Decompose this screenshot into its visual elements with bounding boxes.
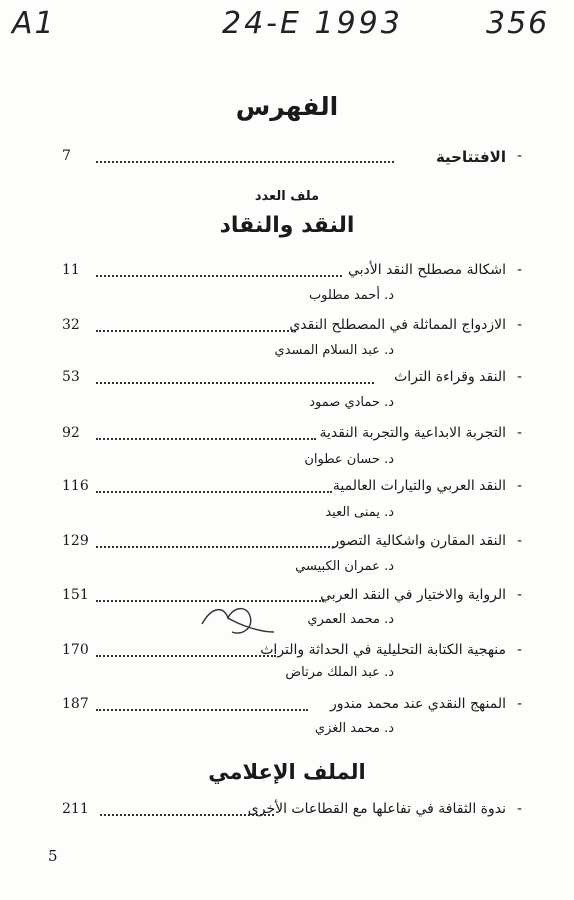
toc-entry-author-row bbox=[0, 612, 574, 632]
toc-entry-page: 92 bbox=[62, 425, 80, 441]
bullet-dash: - bbox=[516, 262, 522, 278]
toc-entry-page: 11 bbox=[62, 262, 80, 278]
toc-entry bbox=[0, 317, 574, 337]
toc-entry-author-row bbox=[0, 343, 574, 363]
leader-dots bbox=[96, 275, 342, 277]
toc-entry-title: النقد المقارن واشكالية التصور bbox=[332, 533, 506, 549]
toc-entry-author: د. محمد العمري bbox=[307, 612, 394, 627]
toc-entry-title: منهجية الكتابة التحليلية في الحداثة والتراث bbox=[260, 642, 506, 658]
section-subtitle: ملف العدد bbox=[254, 189, 320, 204]
toc-entry-page: 211 bbox=[62, 801, 89, 817]
bullet-dash: - bbox=[516, 642, 522, 658]
toc-entry bbox=[0, 801, 574, 821]
toc-entry-title: الرواية والاختيار في النقد العربي bbox=[320, 587, 506, 603]
bullet-dash: - bbox=[516, 587, 522, 603]
handwritten-reference: A1 bbox=[12, 6, 56, 41]
toc-entry-author: د. عمران الكبيسي bbox=[295, 559, 394, 574]
pen-scribble-mark bbox=[198, 602, 278, 642]
leader-dots bbox=[100, 814, 274, 816]
toc-entry-author: د. يمنى العيد bbox=[325, 505, 394, 520]
toc-entry-title: الافتتاحية bbox=[435, 148, 506, 166]
toc-entry-page: 116 bbox=[62, 478, 89, 494]
bullet-dash: - bbox=[516, 533, 522, 549]
toc-entry-page: 129 bbox=[62, 533, 89, 549]
toc-entry bbox=[0, 369, 574, 389]
bullet-dash: - bbox=[516, 478, 522, 494]
toc-entry bbox=[0, 425, 574, 445]
toc-entry-title: التجربة الابداعية والتجربة النقدية bbox=[319, 425, 506, 441]
toc-entry-author: د. حسان عطوان bbox=[304, 452, 394, 467]
toc-entry-author-row bbox=[0, 452, 574, 472]
toc-entry-title: ندوة الثقافة في تفاعلها مع القطاعات الأخرى bbox=[247, 801, 506, 817]
toc-entry bbox=[0, 642, 574, 662]
toc-entry-page: 151 bbox=[62, 587, 89, 603]
toc-entry-author: د. محمد الغزي bbox=[314, 721, 394, 736]
leader-dots bbox=[96, 546, 334, 548]
toc-entry bbox=[0, 262, 574, 282]
page-number: 5 bbox=[48, 847, 58, 865]
toc-entry-author-row bbox=[0, 721, 574, 741]
section-title: النقد والنقاد bbox=[219, 213, 355, 238]
leader-dots bbox=[96, 161, 394, 163]
toc-entry-title: النقد وقراءة التراث bbox=[394, 369, 506, 385]
toc-entry-page: 7 bbox=[62, 148, 71, 164]
toc-entry-page: 187 bbox=[62, 696, 89, 712]
toc-entry-page: 53 bbox=[62, 369, 80, 385]
toc-entry bbox=[0, 696, 574, 716]
section2-title: الملف الإعلامي bbox=[208, 760, 366, 784]
bullet-dash: - bbox=[516, 425, 522, 441]
toc-entry-title: المنهج النقدي عند محمد مندور bbox=[329, 696, 506, 712]
toc-entry-page: 32 bbox=[62, 317, 80, 333]
toc-entry-author-row bbox=[0, 395, 574, 415]
bullet-dash: - bbox=[516, 801, 522, 817]
toc-entry-author-row bbox=[0, 505, 574, 525]
toc-entry-author: د. عبد السلام المسدي bbox=[274, 343, 394, 358]
toc-entry-author: د. عبد الملك مرتاض bbox=[285, 665, 394, 680]
leader-dots bbox=[96, 438, 316, 440]
toc-entry bbox=[0, 478, 574, 498]
toc-entry bbox=[0, 587, 574, 607]
toc-entry-author: د. حمادي صمود bbox=[309, 395, 394, 410]
bullet-dash: - bbox=[516, 369, 522, 385]
toc-entry bbox=[0, 533, 574, 553]
bullet-dash: - bbox=[516, 148, 522, 164]
toc-entry-title: اشكالة مصطلح النقد الأدبي bbox=[347, 262, 506, 278]
toc-entry-title: الازدواج المماثلة في المصطلح النقدي bbox=[289, 317, 506, 333]
toc-entry-author: د. أحمد مطلوب bbox=[308, 288, 394, 303]
handwritten-number: 356 bbox=[486, 6, 550, 41]
leader-dots bbox=[96, 655, 276, 657]
bullet-dash: - bbox=[516, 696, 522, 712]
bullet-dash: - bbox=[516, 317, 522, 333]
toc-entry-author-row bbox=[0, 665, 574, 685]
leader-dots bbox=[96, 382, 374, 384]
toc-entry-opening bbox=[0, 148, 574, 168]
handwritten-date: 24-E 1993 bbox=[222, 6, 403, 41]
leader-dots bbox=[96, 709, 308, 711]
toc-entry-page: 170 bbox=[62, 642, 89, 658]
leader-dots bbox=[96, 491, 332, 493]
leader-dots bbox=[96, 330, 296, 332]
toc-entry-author-row bbox=[0, 559, 574, 579]
toc-entry-author-row bbox=[0, 288, 574, 308]
page-title: الفهرس bbox=[235, 92, 339, 121]
toc-entry-title: النقد العربي والتيارات العالمية bbox=[332, 478, 506, 494]
